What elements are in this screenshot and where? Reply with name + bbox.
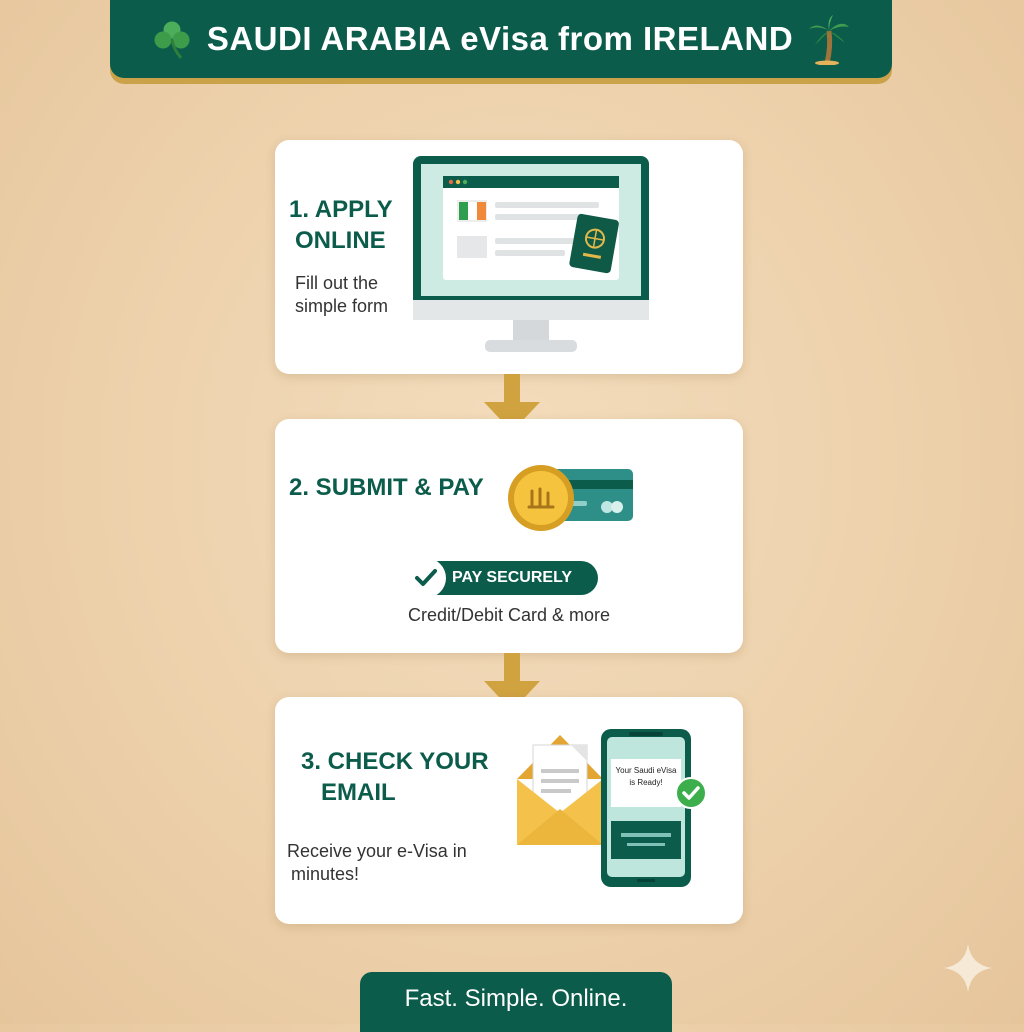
step-3-title-line2: EMAIL	[321, 779, 396, 806]
pay-securely-button[interactable]	[410, 561, 598, 595]
computer-monitor-icon	[413, 154, 649, 354]
check-badge-icon	[675, 777, 707, 809]
step-3-description	[287, 840, 467, 886]
footer-tagline-banner	[360, 972, 672, 1032]
sparkle-icon	[942, 942, 994, 994]
coin-and-card-icon	[507, 463, 633, 533]
header-banner	[110, 0, 892, 78]
step-2-description: Credit/Debit Card & more	[407, 605, 611, 625]
step-1-title	[289, 194, 393, 256]
shamrock-icon	[151, 18, 193, 60]
checkmark-icon	[406, 558, 446, 598]
step-card-apply	[275, 140, 743, 374]
envelope-icon	[515, 733, 605, 849]
step-3-title-line1: 3. CHECK YOUR	[301, 748, 489, 775]
page-title: SAUDI ARABIA eVisa from IRELAND	[206, 20, 794, 57]
step-3-desc-line2: minutes!	[291, 864, 360, 884]
step-3-desc-line1: Receive your e-Visa in	[287, 841, 467, 861]
step-card-pay	[275, 419, 743, 653]
pay-securely-label: PAY SECURELY	[452, 569, 573, 586]
phone-message-line1: Your Saudi eVisa	[615, 766, 677, 775]
step-1-desc-line1: Fill out the	[295, 273, 379, 293]
step-1-title-line2: ONLINE	[295, 227, 386, 254]
phone-message	[611, 765, 681, 789]
palm-tree-icon	[807, 13, 851, 65]
step-1-description	[295, 272, 388, 318]
step-2-title: 2. SUBMIT & PAY	[289, 474, 484, 501]
footer-tagline: Fast. Simple. Online.	[404, 985, 628, 1012]
step-3-title	[301, 746, 489, 808]
step-1-desc-line2: simple form	[295, 296, 389, 316]
step-1-title-line1: 1. APPLY	[289, 196, 393, 223]
phone-message-line2: is Ready!	[629, 778, 663, 787]
step-card-email	[275, 697, 743, 924]
